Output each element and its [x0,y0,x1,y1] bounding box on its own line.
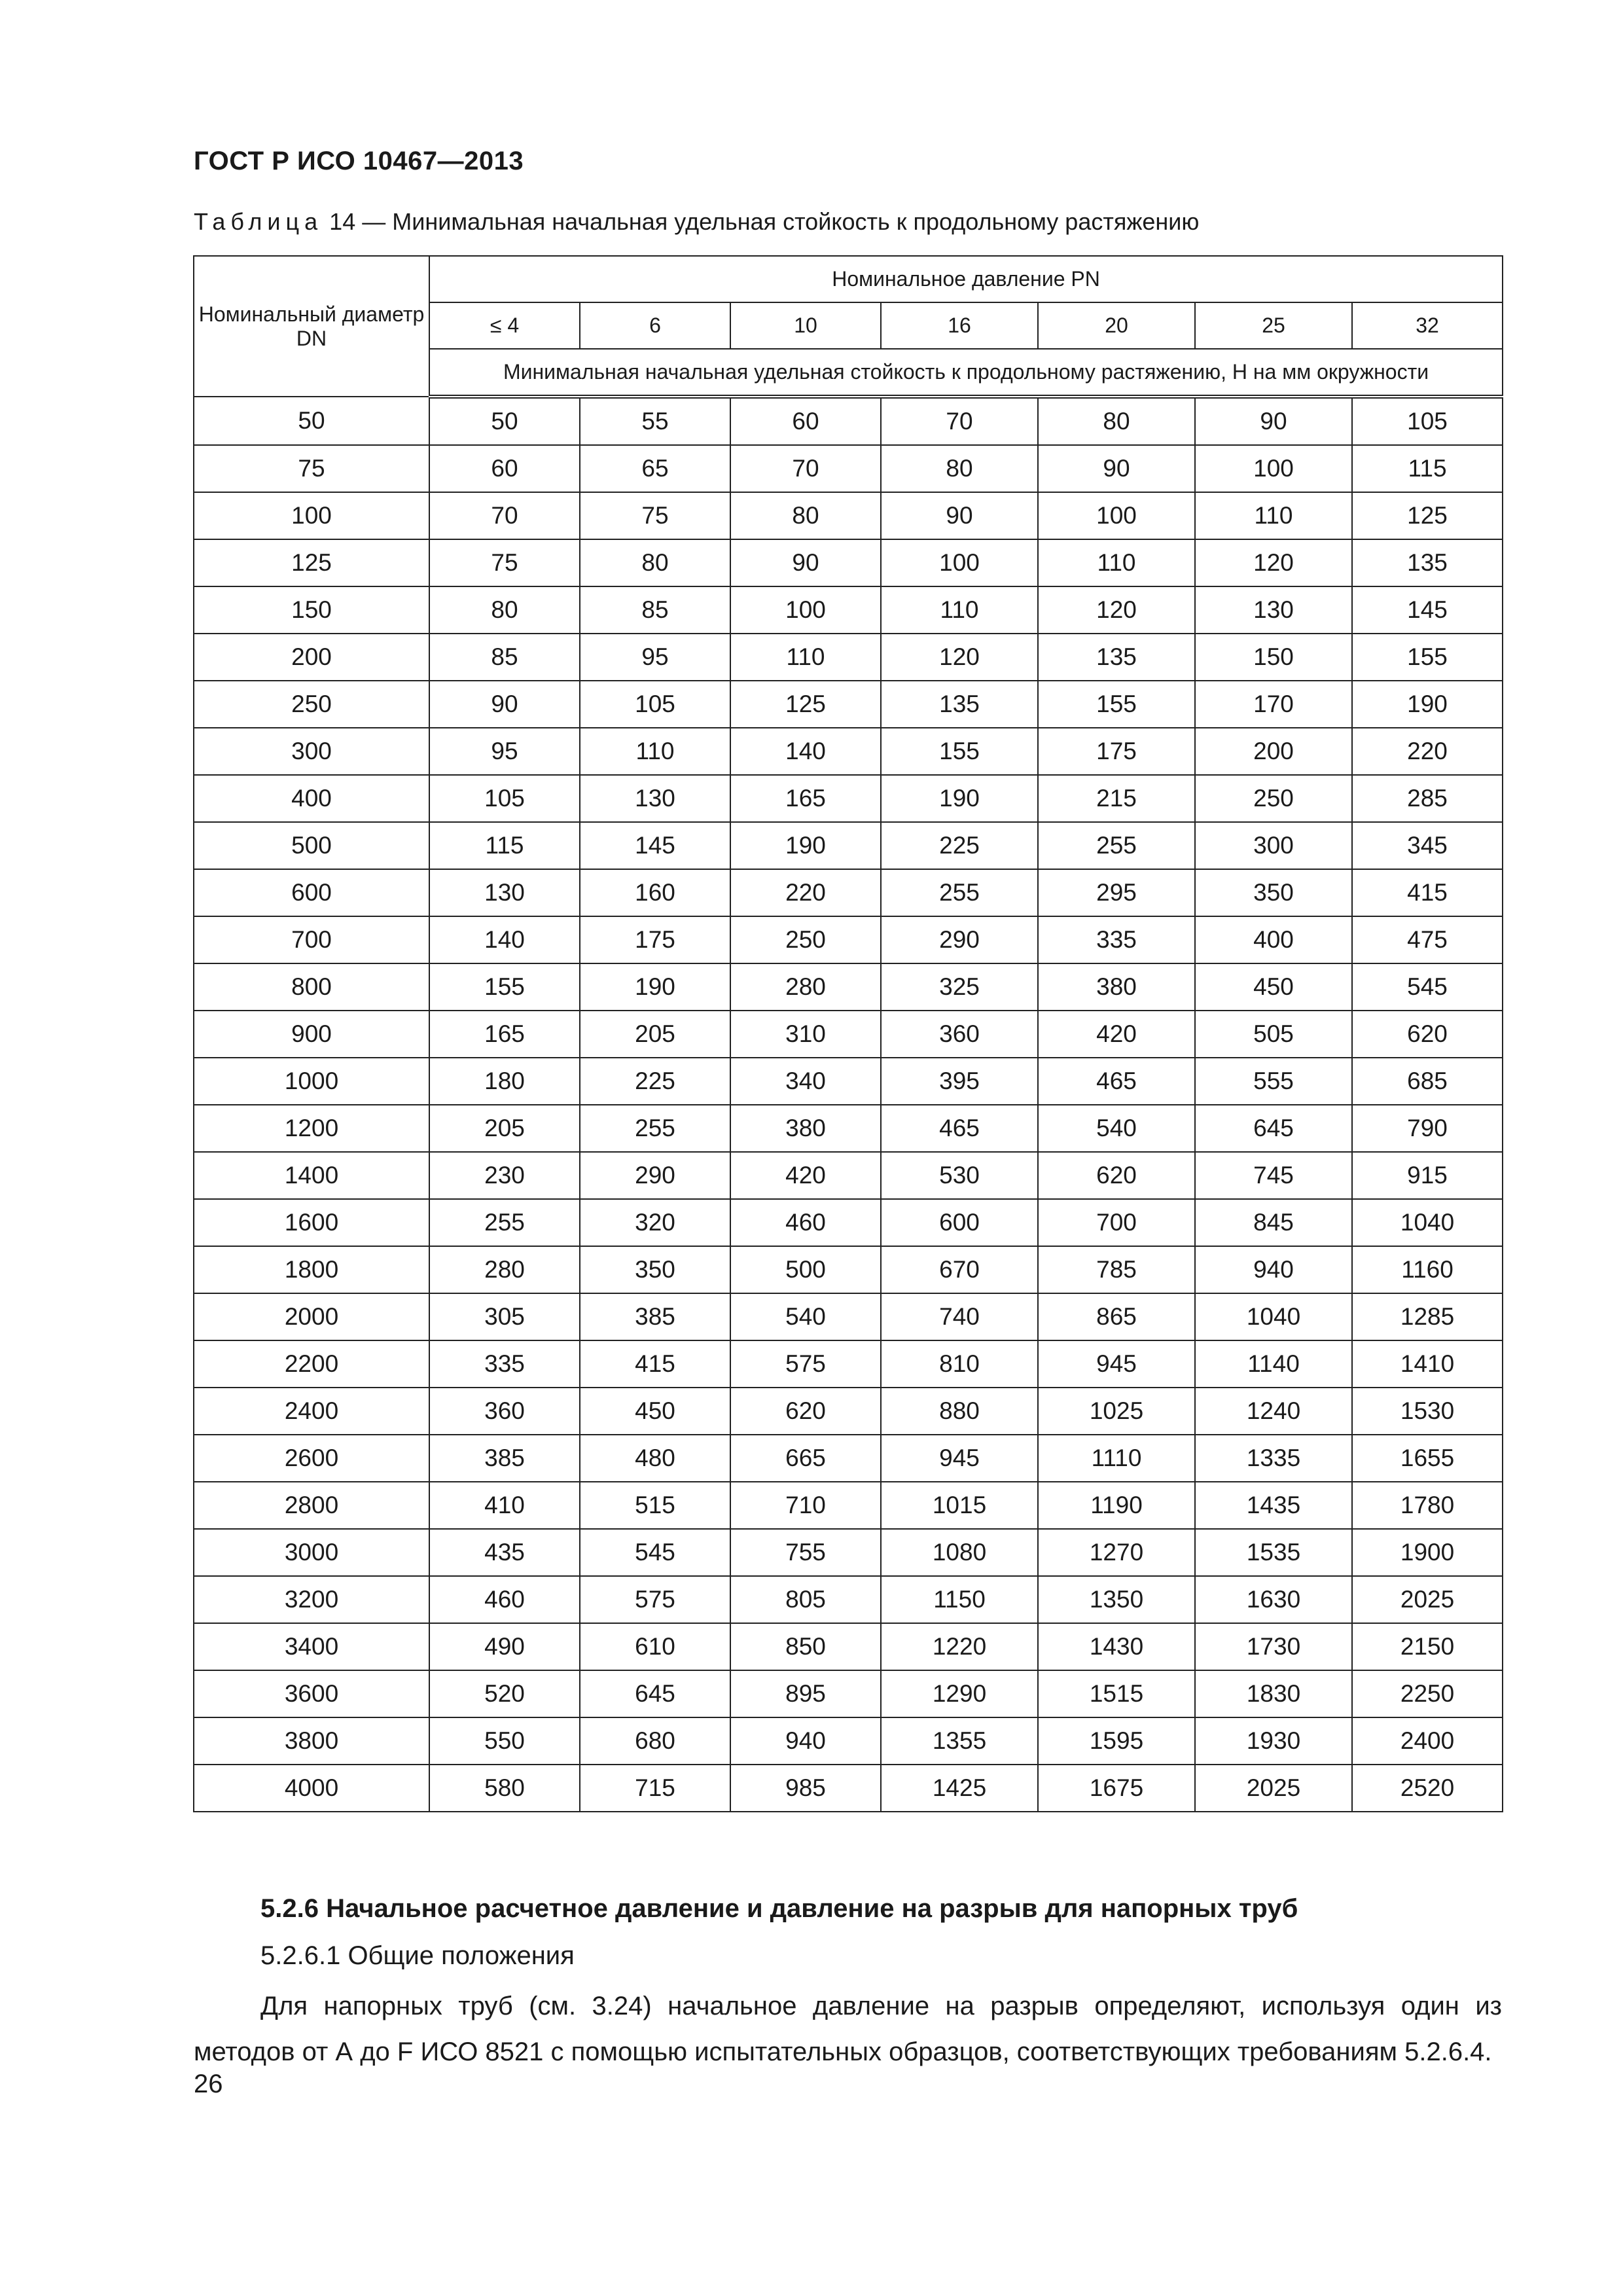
diameter-cell: 2200 [194,1340,429,1388]
strength-value-cell: 120 [881,634,1038,681]
strength-value-cell: 415 [1352,869,1503,916]
strength-value-cell: 1535 [1195,1529,1352,1576]
strength-value-cell: 915 [1352,1152,1503,1199]
strength-value-cell: 180 [429,1058,580,1105]
pressure-column-header: ≤ 4 [429,302,580,349]
strength-value-cell: 165 [429,1011,580,1058]
strength-value-cell: 55 [580,397,730,445]
table-row [194,1058,1503,1105]
strength-value-cell: 620 [1352,1011,1503,1058]
table-caption [194,208,1199,236]
section-title: 5.2.6 Начальное расчетное давление и давление на разрыв для напорных труб [260,1894,1298,1923]
strength-value-cell: 90 [881,492,1038,539]
strength-value-cell: 1410 [1352,1340,1503,1388]
strength-value-cell: 1830 [1195,1670,1352,1717]
table-row [194,586,1503,634]
strength-value-cell: 60 [730,397,881,445]
strength-value-cell: 110 [881,586,1038,634]
strength-value-cell: 100 [881,539,1038,586]
diameter-cell: 1600 [194,1199,429,1246]
table-row [194,1152,1503,1199]
table-row [194,1293,1503,1340]
strength-value-cell: 575 [580,1576,730,1623]
strength-value-cell: 1285 [1352,1293,1503,1340]
strength-value-cell: 575 [730,1340,881,1388]
strength-value-cell: 135 [881,681,1038,728]
table-row [194,775,1503,822]
strength-value-cell: 805 [730,1576,881,1623]
strength-value-cell: 295 [1038,869,1195,916]
diameter-cell: 100 [194,492,429,539]
strength-value-cell: 1150 [881,1576,1038,1623]
table-body [194,397,1503,1812]
strength-value-cell: 155 [881,728,1038,775]
strength-value-cell: 50 [429,397,580,445]
pressure-column-header: 6 [580,302,730,349]
strength-value-cell: 205 [429,1105,580,1152]
strength-value-cell: 230 [429,1152,580,1199]
strength-value-cell: 90 [429,681,580,728]
strength-value-cell: 450 [1195,963,1352,1011]
strength-value-cell: 745 [1195,1152,1352,1199]
strength-value-cell: 2250 [1352,1670,1503,1717]
strength-value-cell: 940 [1195,1246,1352,1293]
strength-value-cell: 150 [1195,634,1352,681]
strength-value-cell: 555 [1195,1058,1352,1105]
strength-value-cell: 170 [1195,681,1352,728]
table-row [194,681,1503,728]
strength-value-cell: 335 [1038,916,1195,963]
strength-value-cell: 120 [1038,586,1195,634]
strength-value-cell: 665 [730,1435,881,1482]
pressure-group-header: Номинальное давление PN [429,256,1503,302]
strength-value-cell: 1160 [1352,1246,1503,1293]
table-row [194,1246,1503,1293]
diameter-cell: 1800 [194,1246,429,1293]
diameter-cell: 125 [194,539,429,586]
table-row [194,1482,1503,1529]
strength-value-cell: 1290 [881,1670,1038,1717]
strength-value-cell: 215 [1038,775,1195,822]
strength-value-cell: 145 [580,822,730,869]
strength-value-cell: 1350 [1038,1576,1195,1623]
strength-value-cell: 620 [730,1388,881,1435]
strength-value-cell: 75 [580,492,730,539]
diameter-cell: 250 [194,681,429,728]
strength-value-cell: 790 [1352,1105,1503,1152]
table-row [194,1529,1503,1576]
table-row [194,1717,1503,1765]
strength-value-cell: 530 [881,1152,1038,1199]
body-paragraph: Для напорных труб (см. 3.24) начальное давление на разрыв определяют, используя один из методов от А до F ИСО 8521 с помощью испытательных образцов, соответствующих требованиям 5.2.6.4. [194,1992,1502,2066]
strength-value-cell: 1930 [1195,1717,1352,1765]
strength-value-cell: 205 [580,1011,730,1058]
strength-value-cell: 190 [1352,681,1503,728]
strength-value-cell: 580 [429,1765,580,1812]
strength-value-cell: 490 [429,1623,580,1670]
table-row [194,1199,1503,1246]
strength-value-cell: 220 [730,869,881,916]
table-row [194,539,1503,586]
diameter-cell: 75 [194,445,429,492]
strength-value-cell: 350 [1195,869,1352,916]
strength-table [193,255,1503,1812]
strength-value-cell: 75 [429,539,580,586]
strength-value-cell: 90 [1038,445,1195,492]
diameter-cell: 1200 [194,1105,429,1152]
strength-value-cell: 460 [429,1576,580,1623]
strength-value-cell: 1080 [881,1529,1038,1576]
strength-value-cell: 190 [881,775,1038,822]
strength-value-cell: 110 [1195,492,1352,539]
diameter-cell: 2600 [194,1435,429,1482]
strength-value-cell: 945 [1038,1340,1195,1388]
strength-value-cell: 145 [1352,586,1503,634]
strength-value-cell: 400 [1195,916,1352,963]
strength-value-cell: 410 [429,1482,580,1529]
diameter-cell: 2800 [194,1482,429,1529]
strength-value-cell: 985 [730,1765,881,1812]
strength-value-cell: 545 [580,1529,730,1576]
strength-value-cell: 155 [1038,681,1195,728]
strength-value-cell: 645 [1195,1105,1352,1152]
strength-value-cell: 1530 [1352,1388,1503,1435]
strength-value-cell: 140 [429,916,580,963]
strength-value-cell: 305 [429,1293,580,1340]
strength-value-cell: 1515 [1038,1670,1195,1717]
strength-value-cell: 475 [1352,916,1503,963]
strength-value-cell: 110 [580,728,730,775]
strength-value-cell: 2520 [1352,1765,1503,1812]
table-row [194,916,1503,963]
strength-value-cell: 100 [1195,445,1352,492]
strength-value-cell: 1355 [881,1717,1038,1765]
strength-value-cell: 880 [881,1388,1038,1435]
strength-value-cell: 1425 [881,1765,1038,1812]
strength-value-cell: 250 [1195,775,1352,822]
strength-value-cell: 115 [429,822,580,869]
diameter-cell: 300 [194,728,429,775]
strength-value-cell: 1675 [1038,1765,1195,1812]
caption-number: 14 [329,208,356,235]
strength-value-cell: 785 [1038,1246,1195,1293]
diameter-cell: 900 [194,1011,429,1058]
strength-value-cell: 1040 [1352,1199,1503,1246]
strength-value-cell: 415 [580,1340,730,1388]
strength-value-cell: 465 [881,1105,1038,1152]
table-row [194,1011,1503,1058]
strength-value-cell: 225 [881,822,1038,869]
strength-value-cell: 60 [429,445,580,492]
strength-value-cell: 225 [580,1058,730,1105]
diameter-cell: 4000 [194,1765,429,1812]
strength-value-cell: 710 [730,1482,881,1529]
strength-value-cell: 845 [1195,1199,1352,1246]
strength-value-cell: 85 [429,634,580,681]
diameter-cell: 600 [194,869,429,916]
strength-value-cell: 670 [881,1246,1038,1293]
strength-value-cell: 255 [1038,822,1195,869]
diameter-cell: 200 [194,634,429,681]
strength-value-cell: 90 [730,539,881,586]
table-row [194,822,1503,869]
diameter-column-header [194,256,429,397]
strength-value-cell: 340 [730,1058,881,1105]
strength-value-cell: 190 [730,822,881,869]
caption-label: Таблица [194,208,323,235]
strength-value-cell: 160 [580,869,730,916]
diameter-cell: 3200 [194,1576,429,1623]
strength-value-cell: 325 [881,963,1038,1011]
table-row [194,1435,1503,1482]
diameter-cell: 3400 [194,1623,429,1670]
pressure-column-header: 20 [1038,302,1195,349]
strength-value-cell: 175 [580,916,730,963]
strength-value-cell: 435 [429,1529,580,1576]
diameter-cell: 1000 [194,1058,429,1105]
strength-value-cell: 95 [429,728,580,775]
strength-value-cell: 620 [1038,1152,1195,1199]
strength-value-cell: 155 [1352,634,1503,681]
strength-value-cell: 465 [1038,1058,1195,1105]
diameter-cell: 800 [194,963,429,1011]
strength-value-cell: 395 [881,1058,1038,1105]
value-header: Минимальная начальная удельная стойкость к продольному растяжению, Н на мм окружности [429,349,1503,397]
strength-value-cell: 645 [580,1670,730,1717]
strength-value-cell: 945 [881,1435,1038,1482]
table-row [194,492,1503,539]
strength-value-cell: 105 [1352,397,1503,445]
strength-value-cell: 320 [580,1199,730,1246]
strength-value-cell: 1655 [1352,1435,1503,1482]
pressure-column-header: 16 [881,302,1038,349]
strength-value-cell: 95 [580,634,730,681]
strength-value-cell: 380 [1038,963,1195,1011]
strength-value-cell: 1270 [1038,1529,1195,1576]
strength-value-cell: 2400 [1352,1717,1503,1765]
strength-value-cell: 1015 [881,1482,1038,1529]
strength-value-cell: 540 [730,1293,881,1340]
strength-value-cell: 715 [580,1765,730,1812]
strength-value-cell: 680 [580,1717,730,1765]
strength-value-cell: 610 [580,1623,730,1670]
strength-value-cell: 700 [1038,1199,1195,1246]
strength-value-cell: 685 [1352,1058,1503,1105]
table-row [194,728,1503,775]
strength-value-cell: 1220 [881,1623,1038,1670]
strength-value-cell: 1900 [1352,1529,1503,1576]
pressure-column-header: 25 [1195,302,1352,349]
strength-value-cell: 120 [1195,539,1352,586]
diameter-cell: 700 [194,916,429,963]
strength-value-cell: 360 [881,1011,1038,1058]
strength-value-cell: 385 [580,1293,730,1340]
strength-value-cell: 505 [1195,1011,1352,1058]
subsection-title: 5.2.6.1 Общие положения [260,1941,575,1970]
diameter-cell: 3000 [194,1529,429,1576]
strength-value-cell: 480 [580,1435,730,1482]
strength-value-cell: 115 [1352,445,1503,492]
strength-value-cell: 1435 [1195,1482,1352,1529]
strength-value-cell: 70 [881,397,1038,445]
strength-value-cell: 255 [429,1199,580,1246]
strength-value-cell: 850 [730,1623,881,1670]
table-row [194,1340,1503,1388]
strength-value-cell: 515 [580,1482,730,1529]
strength-value-cell: 1730 [1195,1623,1352,1670]
strength-value-cell: 1595 [1038,1717,1195,1765]
strength-value-cell: 135 [1352,539,1503,586]
pressure-column-header: 32 [1352,302,1503,349]
strength-value-cell: 1040 [1195,1293,1352,1340]
strength-value-cell: 255 [881,869,1038,916]
strength-value-cell: 285 [1352,775,1503,822]
strength-value-cell: 125 [1352,492,1503,539]
table-row [194,963,1503,1011]
pressure-column-header: 10 [730,302,881,349]
table-row [194,634,1503,681]
table-row [194,397,1503,445]
strength-value-cell: 520 [429,1670,580,1717]
table-row [194,445,1503,492]
strength-value-cell: 155 [429,963,580,1011]
diameter-header-label: Номинальный диаметр DN [198,302,425,350]
diameter-cell: 400 [194,775,429,822]
diameter-cell: 3600 [194,1670,429,1717]
strength-value-cell: 350 [580,1246,730,1293]
strength-value-cell: 360 [429,1388,580,1435]
caption-text: — Минимальная начальная удельная стойкость к продольному растяжению [362,208,1200,235]
strength-value-cell: 100 [1038,492,1195,539]
strength-value-cell: 810 [881,1340,1038,1388]
strength-value-cell: 1630 [1195,1576,1352,1623]
table-row [194,1623,1503,1670]
strength-value-cell: 130 [580,775,730,822]
document-header: ГОСТ Р ИСО 10467—2013 [194,147,524,175]
strength-value-cell: 290 [881,916,1038,963]
strength-value-cell: 80 [1038,397,1195,445]
strength-value-cell: 460 [730,1199,881,1246]
strength-value-cell: 105 [580,681,730,728]
strength-value-cell: 895 [730,1670,881,1717]
strength-value-cell: 70 [730,445,881,492]
diameter-cell: 2000 [194,1293,429,1340]
strength-value-cell: 540 [1038,1105,1195,1152]
strength-value-cell: 90 [1195,397,1352,445]
strength-value-cell: 130 [1195,586,1352,634]
strength-value-cell: 135 [1038,634,1195,681]
strength-value-cell: 80 [429,586,580,634]
strength-value-cell: 80 [730,492,881,539]
strength-value-cell: 80 [881,445,1038,492]
strength-value-cell: 450 [580,1388,730,1435]
strength-value-cell: 550 [429,1717,580,1765]
strength-value-cell: 100 [730,586,881,634]
table-row [194,1105,1503,1152]
strength-value-cell: 385 [429,1435,580,1482]
strength-value-cell: 1240 [1195,1388,1352,1435]
strength-value-cell: 250 [730,916,881,963]
strength-value-cell: 125 [730,681,881,728]
strength-value-cell: 85 [580,586,730,634]
strength-value-cell: 1110 [1038,1435,1195,1482]
strength-value-cell: 1190 [1038,1482,1195,1529]
strength-value-cell: 110 [730,634,881,681]
strength-value-cell: 740 [881,1293,1038,1340]
diameter-cell: 500 [194,822,429,869]
strength-value-cell: 80 [580,539,730,586]
strength-value-cell: 300 [1195,822,1352,869]
strength-value-cell: 865 [1038,1293,1195,1340]
strength-value-cell: 500 [730,1246,881,1293]
strength-value-cell: 1430 [1038,1623,1195,1670]
strength-value-cell: 420 [730,1152,881,1199]
strength-value-cell: 1140 [1195,1340,1352,1388]
strength-value-cell: 1335 [1195,1435,1352,1482]
table-row [194,869,1503,916]
strength-value-cell: 165 [730,775,881,822]
strength-value-cell: 290 [580,1152,730,1199]
strength-value-cell: 940 [730,1717,881,1765]
strength-value-cell: 2150 [1352,1623,1503,1670]
strength-value-cell: 190 [580,963,730,1011]
strength-value-cell: 2025 [1195,1765,1352,1812]
strength-value-cell: 65 [580,445,730,492]
strength-value-cell: 545 [1352,963,1503,1011]
strength-value-cell: 130 [429,869,580,916]
strength-value-cell: 420 [1038,1011,1195,1058]
strength-value-cell: 380 [730,1105,881,1152]
diameter-cell: 2400 [194,1388,429,1435]
strength-value-cell: 1025 [1038,1388,1195,1435]
table-row [194,1670,1503,1717]
strength-value-cell: 755 [730,1529,881,1576]
strength-value-cell: 280 [429,1246,580,1293]
strength-value-cell: 70 [429,492,580,539]
strength-value-cell: 200 [1195,728,1352,775]
diameter-cell: 1400 [194,1152,429,1199]
diameter-cell: 150 [194,586,429,634]
table-row [194,1576,1503,1623]
strength-value-cell: 280 [730,963,881,1011]
table-row [194,1765,1503,1812]
strength-value-cell: 220 [1352,728,1503,775]
table-row [194,1388,1503,1435]
strength-value-cell: 310 [730,1011,881,1058]
strength-value-cell: 335 [429,1340,580,1388]
strength-value-cell: 2025 [1352,1576,1503,1623]
diameter-cell: 3800 [194,1717,429,1765]
strength-value-cell: 1780 [1352,1482,1503,1529]
page-number: 26 [194,2070,223,2098]
strength-value-cell: 255 [580,1105,730,1152]
strength-value-cell: 140 [730,728,881,775]
strength-value-cell: 600 [881,1199,1038,1246]
strength-value-cell: 345 [1352,822,1503,869]
diameter-cell: 50 [194,397,429,445]
strength-value-cell: 105 [429,775,580,822]
strength-value-cell: 175 [1038,728,1195,775]
strength-value-cell: 110 [1038,539,1195,586]
